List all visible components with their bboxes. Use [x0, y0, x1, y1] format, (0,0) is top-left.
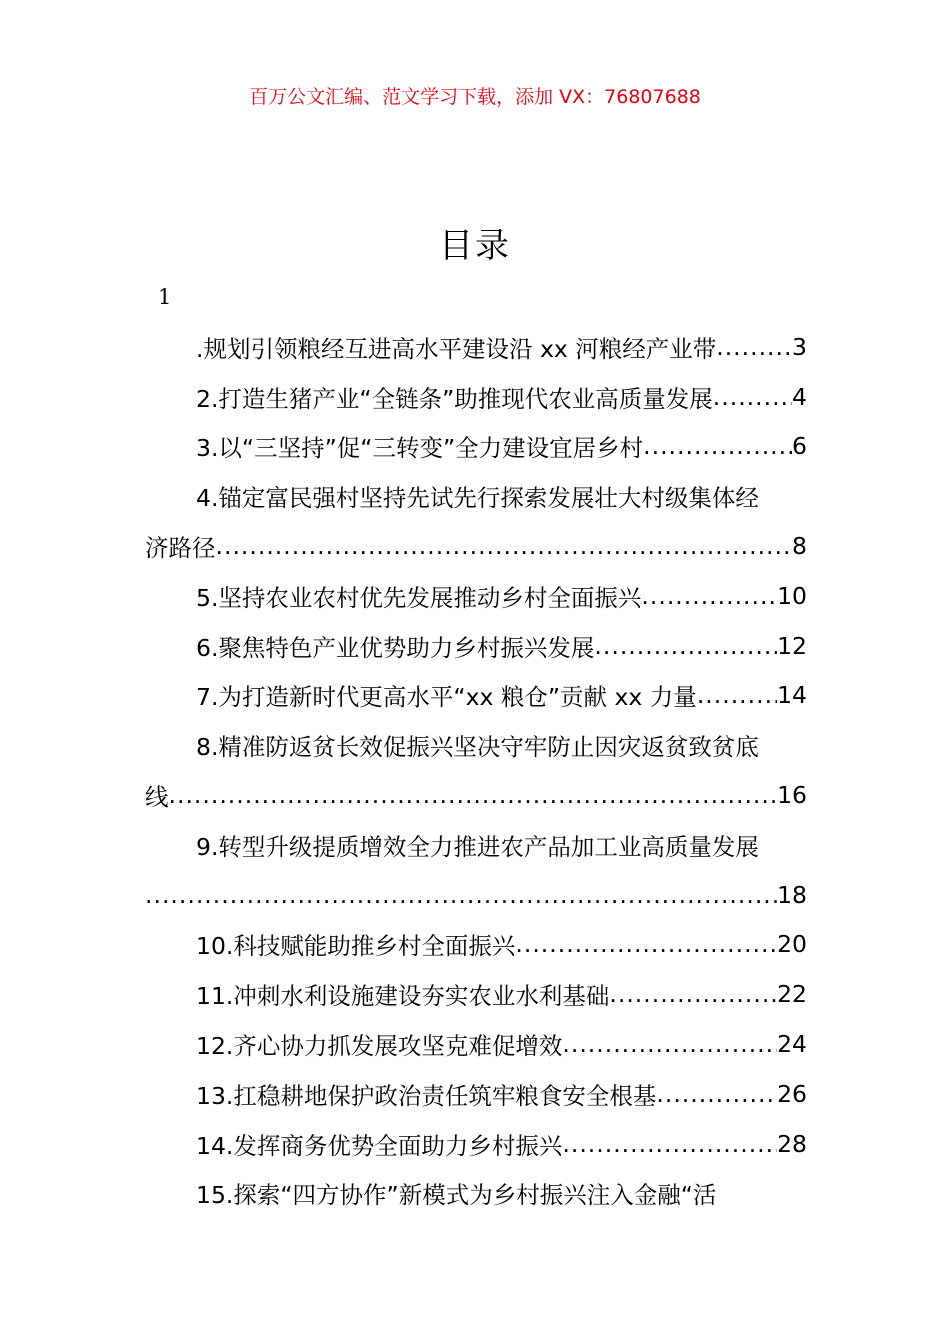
toc-entry-13[interactable]	[145, 1069, 807, 1119]
toc-leader-dots	[641, 582, 777, 610]
toc-entry-1[interactable]	[145, 322, 807, 372]
toc-entry-page: 6	[792, 432, 807, 461]
toc-entry-page: 3	[792, 332, 807, 361]
stray-page-number: 1	[158, 285, 172, 309]
toc-leader-dots	[716, 333, 792, 361]
toc-leader-dots	[562, 1130, 777, 1158]
toc-leader-dots	[713, 383, 792, 411]
toc-entry-6[interactable]	[145, 621, 807, 671]
toc-leader-dots	[656, 1080, 777, 1108]
toc-leader-dots	[697, 681, 777, 709]
toc-leader-dots	[515, 930, 777, 958]
toc-entry-page: 4	[792, 382, 807, 411]
toc-entry-page: 28	[777, 1129, 807, 1158]
toc-entry-title: 9.转型升级提质增效全力推进农产品加工业高质量发展	[196, 832, 759, 861]
page-title: 目录	[439, 226, 511, 266]
toc-entry-title: 2.打造生猪产业“全链条”助推现代农业高质量发展	[196, 384, 713, 413]
toc-entry-title: 5.坚持农业农村优先发展推动乡村全面振兴	[196, 583, 642, 612]
toc-entry-title: 14.发挥商务优势全面助力乡村振兴	[196, 1131, 563, 1160]
toc-entry-title: 11.冲刺水利设施建设夯实农业水利基础	[196, 982, 610, 1011]
toc-leader-dots	[609, 980, 777, 1008]
toc-entry-page: 20	[777, 930, 807, 959]
toc-entry-8-continuation[interactable]	[145, 770, 807, 820]
toc-entry-title: 12.齐心协力抓发展攻坚克难促增效	[196, 1032, 563, 1061]
toc-entry-4[interactable]	[145, 471, 807, 521]
toc-entry-title: 10.科技赋能助推乡村全面振兴	[196, 932, 516, 961]
toc-entry-15[interactable]	[145, 1169, 807, 1219]
toc-entry-7[interactable]	[145, 671, 807, 721]
toc-entry-9[interactable]	[145, 820, 807, 870]
toc-entry-title: 8.精准防返贫长效促振兴坚决守牢防止因灾返贫致贫底	[196, 733, 759, 762]
toc-leader-dots	[643, 432, 792, 460]
toc-leader-dots	[594, 632, 777, 660]
toc-leader-dots	[169, 781, 778, 809]
toc-entry-title: .规划引领粮经互进高水平建设沿 xx 河粮经产业带	[196, 334, 717, 363]
toc-entry-page: 14	[777, 681, 807, 710]
toc-entry-title: 15.探索“四方协作”新模式为乡村振兴注入金融“活	[196, 1181, 717, 1210]
header-note: 百万公文汇编、范文学习下载，添加 VX：76807688	[249, 86, 701, 108]
toc-entry-11[interactable]	[145, 969, 807, 1019]
toc-entry-title-continuation: 线	[145, 783, 169, 812]
toc-entry-4-continuation[interactable]	[145, 521, 807, 571]
toc-leader-dots	[145, 881, 777, 909]
toc-entry-page: 18	[777, 880, 807, 909]
toc-entry-page: 10	[777, 581, 807, 610]
toc-entry-9-continuation[interactable]	[145, 870, 807, 920]
toc-entry-12[interactable]	[145, 1019, 807, 1069]
toc-entry-page: 26	[777, 1079, 807, 1108]
toc-entry-page: 24	[777, 1030, 807, 1059]
table-of-contents	[145, 322, 807, 1218]
toc-entry-title: 13.扛稳耕地保护政治责任筑牢粮食安全根基	[196, 1081, 657, 1110]
toc-entry-14[interactable]	[145, 1119, 807, 1169]
toc-entry-title: 4.锚定富民强村坚持先试先行探索发展壮大村级集体经	[196, 484, 759, 513]
toc-leader-dots	[216, 532, 793, 560]
toc-entry-page: 16	[777, 781, 807, 810]
toc-entry-page: 22	[777, 980, 807, 1009]
toc-entry-10[interactable]	[145, 920, 807, 970]
toc-entry-title: 6.聚焦特色产业优势助力乡村振兴发展	[196, 633, 595, 662]
toc-entry-title: 3.以“三坚持”促“三转变”全力建设宜居乡村	[196, 434, 644, 463]
toc-entry-page: 8	[792, 532, 807, 561]
toc-entry-2[interactable]	[145, 372, 807, 422]
toc-entry-8[interactable]	[145, 720, 807, 770]
toc-entry-title: 7.为打造新时代更高水平“xx 粮仓”贡献 xx 力量	[196, 683, 697, 712]
toc-entry-3[interactable]	[145, 422, 807, 472]
toc-entry-title-continuation: 济路径	[145, 534, 216, 563]
toc-entry-5[interactable]	[145, 571, 807, 621]
toc-entry-page: 12	[777, 631, 807, 660]
toc-leader-dots	[562, 1030, 777, 1058]
